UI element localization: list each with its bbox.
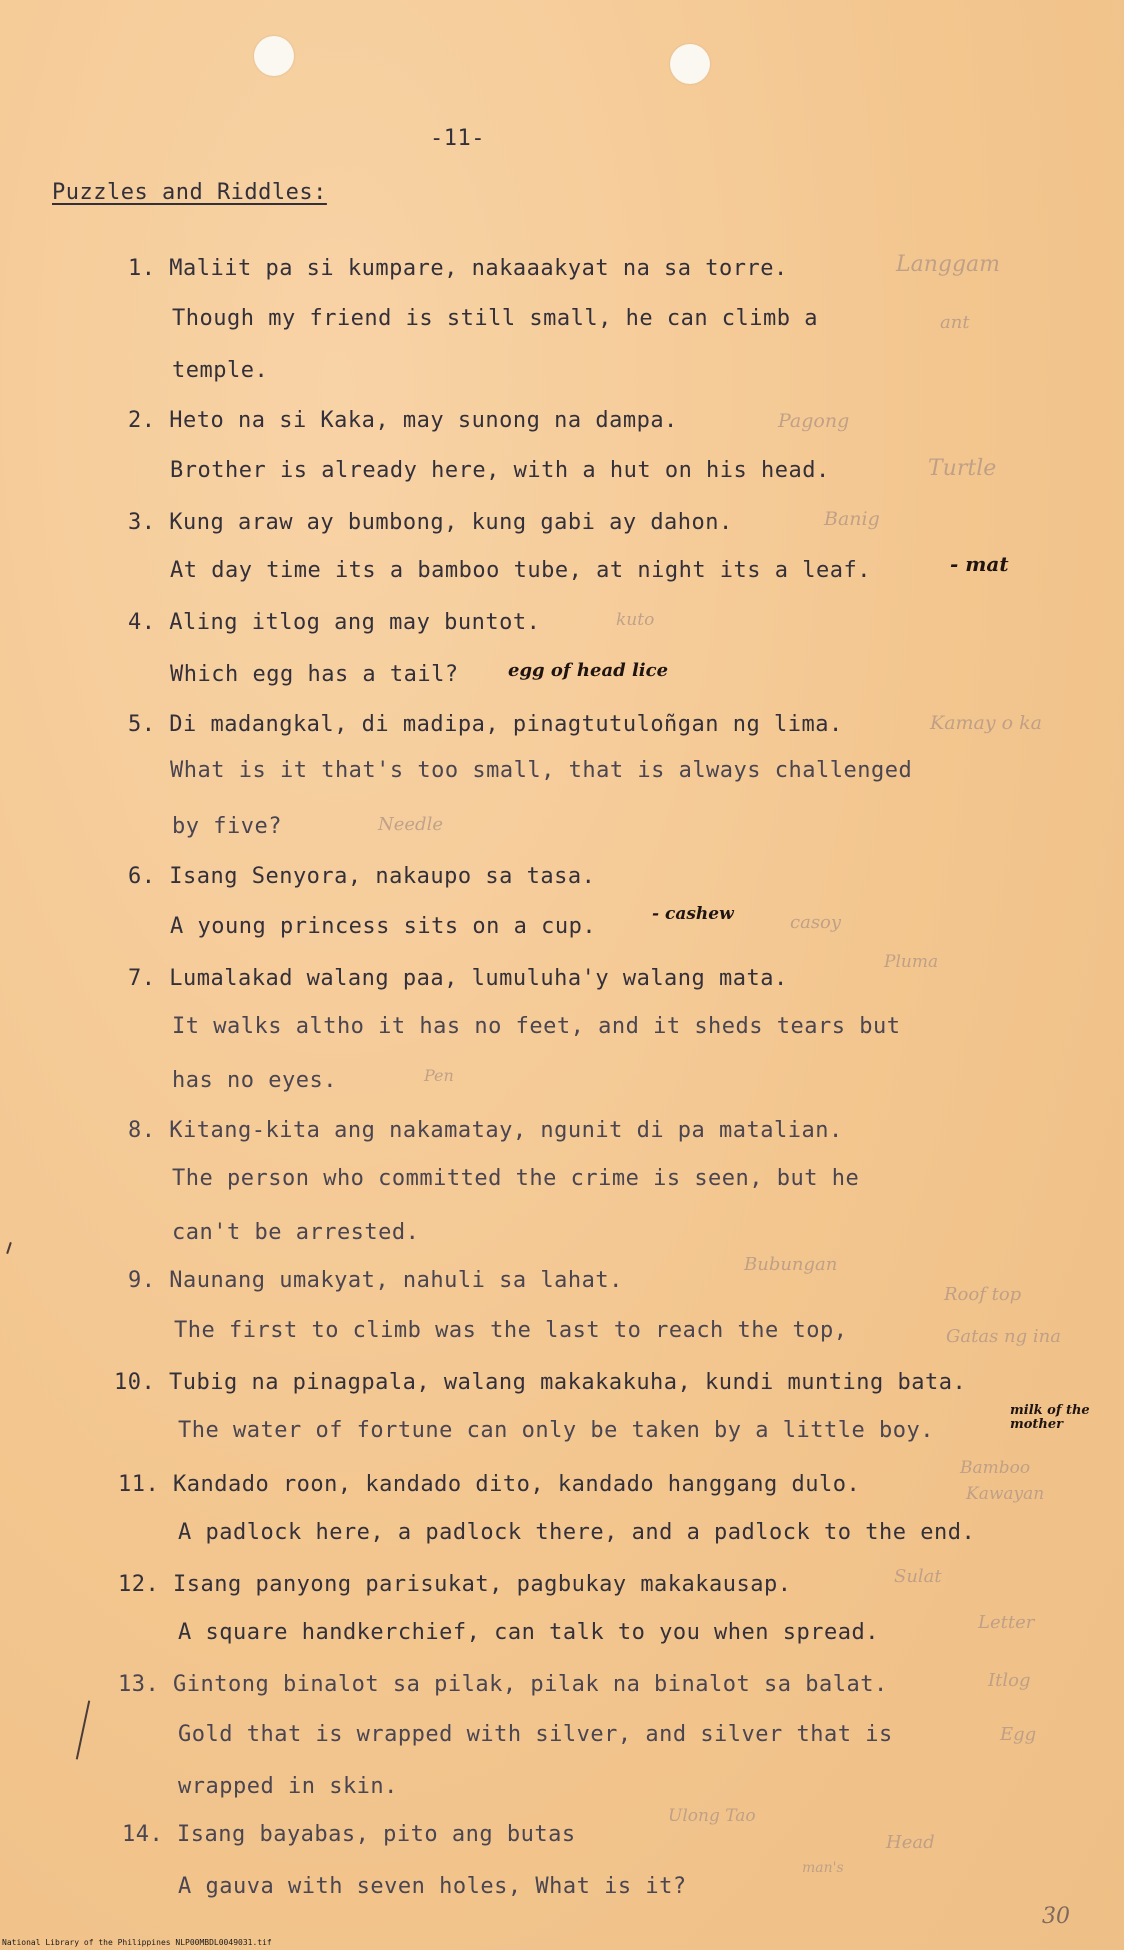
- riddle-line: 8. Kitang-kita ang nakamatay, ngunit di pa matalian.: [128, 1118, 843, 1143]
- handwritten-answer: - mat: [950, 552, 1009, 576]
- punch-hole-right: [670, 44, 710, 84]
- riddle-line: 6. Isang Senyora, nakaupo sa tasa.: [128, 864, 596, 889]
- handwritten-answer: Letter: [978, 1612, 1035, 1633]
- riddle-line: 7. Lumalakad walang paa, lumuluha'y walang mata.: [128, 966, 788, 991]
- handwritten-answer: kuto: [616, 610, 655, 630]
- handwritten-answer: Head: [886, 1832, 935, 1853]
- riddle-line: can't be arrested.: [172, 1220, 420, 1245]
- riddle-line: 5. Di madangkal, di madipa, pinagtutuloñgan ng lima.: [128, 712, 843, 737]
- riddle-line: 11. Kandado roon, kandado dito, kandado hanggang dulo.: [118, 1472, 861, 1497]
- handwritten-answer: man's: [802, 1860, 844, 1876]
- riddle-line: 10. Tubig na pinagpala, walang makakakuha, kundi munting bata.: [114, 1370, 967, 1395]
- riddle-line: Gold that is wrapped with silver, and silver that is: [178, 1722, 893, 1747]
- page-number: -11-: [430, 126, 485, 151]
- handwritten-answer: Bamboo: [960, 1458, 1031, 1478]
- riddle-line: The first to climb was the last to reach the top,: [174, 1318, 848, 1343]
- riddle-line: 14. Isang bayabas, pito ang butas: [122, 1822, 576, 1847]
- handwritten-answer: - cashew: [652, 904, 734, 924]
- riddle-line: 12. Isang panyong parisukat, pagbukay makakausap.: [118, 1572, 792, 1597]
- handwritten-answer: Pluma: [884, 952, 939, 972]
- handwritten-answer: Pen: [424, 1066, 454, 1085]
- section-title: Puzzles and Riddles:: [52, 180, 327, 205]
- riddle-line: A gauva with seven holes, What is it?: [178, 1874, 687, 1899]
- riddle-line: 13. Gintong binalot sa pilak, pilak na binalot sa balat.: [118, 1672, 888, 1697]
- riddle-line: 4. Aling itlog ang may buntot.: [128, 610, 541, 635]
- handwritten-answer: egg of head lice: [508, 660, 669, 681]
- handwritten-answer: casoy: [790, 912, 842, 933]
- riddle-line: A young princess sits on a cup.: [170, 914, 597, 939]
- riddle-line: At day time its a bamboo tube, at night its a leaf.: [170, 558, 872, 583]
- riddle-line: 1. Maliit pa si kumpare, nakaaakyat na sa torre.: [128, 256, 788, 281]
- riddle-line: It walks altho it has no feet, and it sheds tears but: [172, 1014, 901, 1039]
- handwritten-answer: Roof top: [944, 1284, 1022, 1305]
- riddle-line: has no eyes.: [172, 1068, 337, 1093]
- riddle-line: What is it that's too small, that is always challenged: [170, 758, 913, 783]
- riddle-line: temple.: [172, 358, 269, 383]
- riddle-line: A padlock here, a padlock there, and a padlock to the end.: [178, 1520, 976, 1545]
- handwritten-answer: Pagong: [778, 410, 850, 432]
- handwritten-answer: Itlog: [988, 1670, 1031, 1691]
- handwritten-answer: Sulat: [894, 1566, 942, 1587]
- riddle-line: by five?: [172, 814, 282, 839]
- riddle-line: The person who committed the crime is seen, but he: [172, 1166, 860, 1191]
- handwritten-answer: Ulong Tao: [668, 1806, 756, 1826]
- handwritten-answer: Banig: [824, 508, 880, 530]
- page-folio-number: 30: [1042, 1904, 1070, 1929]
- riddle-line: wrapped in skin.: [178, 1774, 398, 1799]
- handwritten-answer: Kamay o ka: [930, 712, 1042, 734]
- margin-pencil-stroke: [76, 1700, 90, 1759]
- handwritten-answer: ant: [940, 312, 970, 333]
- margin-pencil-stroke: [6, 1242, 12, 1254]
- riddle-line: 2. Heto na si Kaka, may sunong na dampa.: [128, 408, 678, 433]
- riddle-line: 9. Naunang umakyat, nahuli sa lahat.: [128, 1268, 623, 1293]
- handwritten-answer: milk of the mother: [1010, 1403, 1090, 1432]
- handwritten-answer: Langgam: [896, 252, 1001, 277]
- handwritten-answer: Egg: [1000, 1724, 1037, 1745]
- riddle-line: Brother is already here, with a hut on his head.: [170, 458, 830, 483]
- handwritten-answer: Kawayan: [966, 1484, 1045, 1504]
- handwritten-answer: Bubungan: [744, 1254, 838, 1275]
- scan-footer: National Library of the Philippines NLP00MBDL0049031.tif: [2, 1938, 272, 1947]
- riddle-line: Though my friend is still small, he can climb a: [172, 306, 819, 331]
- riddle-line: The water of fortune can only be taken by a little boy.: [178, 1418, 934, 1443]
- handwritten-answer: Turtle: [928, 456, 997, 481]
- riddle-line: A square handkerchief, can talk to you when spread.: [178, 1620, 880, 1645]
- handwritten-answer: Gatas ng ina: [946, 1326, 1061, 1347]
- punch-hole-left: [254, 36, 294, 76]
- riddle-line: 3. Kung araw ay bumbong, kung gabi ay dahon.: [128, 510, 733, 535]
- riddle-line: Which egg has a tail?: [170, 662, 459, 687]
- handwritten-answer: Needle: [378, 814, 443, 835]
